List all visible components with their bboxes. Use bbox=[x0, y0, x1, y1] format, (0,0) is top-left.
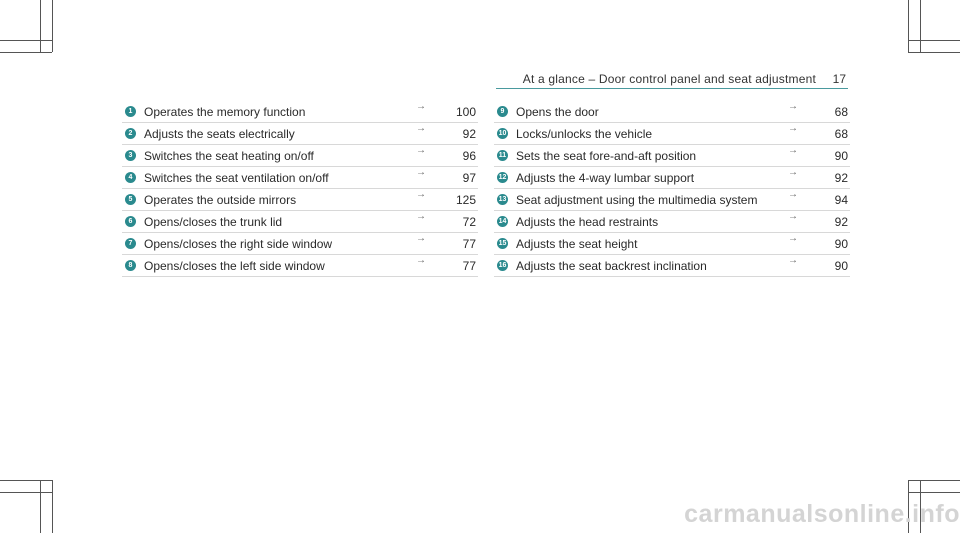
item-number-badge: 4 bbox=[125, 172, 136, 183]
crop-mark bbox=[52, 480, 53, 533]
crop-mark bbox=[0, 52, 52, 53]
item-number-badge: 10 bbox=[498, 130, 507, 137]
arrow-right-icon: → bbox=[788, 123, 798, 134]
item-number-badge: 8 bbox=[125, 260, 136, 271]
page-reference[interactable]: 68 bbox=[834, 105, 848, 119]
arrow-right-icon: → bbox=[416, 211, 426, 222]
item-label: Switches the seat heating on/off bbox=[144, 149, 314, 163]
page-reference[interactable]: 90 bbox=[834, 259, 848, 273]
legend-row bbox=[494, 145, 850, 167]
legend-list-right bbox=[494, 101, 850, 277]
item-label: Adjusts the seats electrically bbox=[144, 127, 295, 141]
page-reference[interactable]: 94 bbox=[834, 193, 848, 207]
item-number-badge: 14 bbox=[498, 218, 507, 225]
legend-row bbox=[122, 255, 478, 277]
page-reference[interactable]: 100 bbox=[455, 105, 476, 119]
arrow-right-icon: → bbox=[788, 255, 798, 266]
arrow-right-icon: → bbox=[788, 189, 798, 200]
page-reference[interactable]: 92 bbox=[834, 215, 848, 229]
item-number-badge: 11 bbox=[498, 152, 507, 159]
page-title: At a glance – Door control panel and seat adjustment bbox=[522, 72, 816, 86]
legend-row bbox=[494, 255, 850, 277]
legend-row bbox=[122, 211, 478, 233]
item-label: Seat adjustment using the multimedia system bbox=[516, 193, 758, 207]
item-label: Opens/closes the right side window bbox=[144, 237, 333, 251]
page-reference[interactable]: 77 bbox=[462, 259, 476, 273]
crop-mark bbox=[0, 480, 52, 481]
item-label: Locks/unlocks the vehicle bbox=[516, 127, 653, 141]
crop-mark bbox=[52, 0, 53, 52]
crop-mark bbox=[0, 40, 52, 41]
page-reference[interactable]: 97 bbox=[462, 171, 476, 185]
legend-row bbox=[122, 167, 478, 189]
crop-mark bbox=[40, 480, 41, 533]
legend-row bbox=[494, 233, 850, 255]
item-label: Adjusts the seat height bbox=[516, 237, 638, 251]
page-reference[interactable]: 68 bbox=[834, 127, 848, 141]
arrow-right-icon: → bbox=[788, 233, 798, 244]
crop-mark bbox=[920, 0, 921, 52]
legend-row bbox=[122, 189, 478, 211]
page-reference[interactable]: 77 bbox=[462, 237, 476, 251]
crop-mark bbox=[40, 0, 41, 52]
legend-row bbox=[494, 167, 850, 189]
item-number-badge: 7 bbox=[125, 238, 136, 249]
page-reference[interactable]: 125 bbox=[455, 193, 476, 207]
legend-list-left bbox=[122, 101, 478, 277]
watermark: carmanualsonline.info bbox=[684, 500, 960, 528]
legend-row bbox=[122, 145, 478, 167]
item-number-badge: 1 bbox=[125, 106, 136, 117]
item-label: Adjusts the head restraints bbox=[516, 215, 659, 229]
arrow-right-icon: → bbox=[416, 233, 426, 244]
arrow-right-icon: → bbox=[416, 167, 426, 178]
crop-mark bbox=[908, 492, 960, 493]
page-reference[interactable]: 96 bbox=[462, 149, 476, 163]
crop-mark bbox=[908, 480, 960, 481]
item-label: Opens/closes the left side window bbox=[144, 259, 325, 273]
item-label: Sets the seat fore-and-aft position bbox=[516, 149, 697, 163]
arrow-right-icon: → bbox=[416, 123, 426, 134]
page-reference[interactable]: 72 bbox=[462, 215, 476, 229]
arrow-right-icon: → bbox=[788, 101, 798, 112]
page-number: 17 bbox=[832, 72, 846, 86]
item-number-badge: 6 bbox=[125, 216, 136, 227]
item-label: Adjusts the 4-way lumbar support bbox=[516, 171, 695, 185]
item-label: Adjusts the seat backrest inclination bbox=[516, 259, 707, 273]
item-number-badge: 5 bbox=[125, 194, 136, 205]
crop-mark bbox=[908, 0, 909, 52]
legend-row bbox=[494, 123, 850, 145]
legend-row bbox=[494, 101, 850, 123]
page-header bbox=[496, 72, 846, 88]
item-number-badge: 16 bbox=[498, 262, 507, 269]
page-reference[interactable]: 90 bbox=[834, 149, 848, 163]
header-rule bbox=[496, 88, 848, 89]
item-label: Operates the memory function bbox=[144, 105, 306, 119]
crop-mark bbox=[908, 52, 960, 53]
arrow-right-icon: → bbox=[416, 101, 426, 112]
item-label: Opens the door bbox=[516, 105, 599, 119]
legend-row bbox=[122, 101, 478, 123]
crop-mark bbox=[0, 492, 52, 493]
item-label: Operates the outside mirrors bbox=[144, 193, 297, 207]
legend-row bbox=[122, 123, 478, 145]
arrow-right-icon: → bbox=[416, 255, 426, 266]
arrow-right-icon: → bbox=[788, 211, 798, 222]
legend-row bbox=[122, 233, 478, 255]
arrow-right-icon: → bbox=[788, 145, 798, 156]
arrow-right-icon: → bbox=[788, 167, 798, 178]
page-reference[interactable]: 92 bbox=[834, 171, 848, 185]
page-reference[interactable]: 92 bbox=[462, 127, 476, 141]
crop-mark bbox=[908, 40, 960, 41]
item-number-badge: 9 bbox=[497, 106, 508, 117]
item-number-badge: 2 bbox=[125, 128, 136, 139]
item-number-badge: 12 bbox=[498, 174, 507, 181]
item-label: Switches the seat ventilation on/off bbox=[144, 171, 329, 185]
item-number-badge: 15 bbox=[498, 240, 507, 247]
item-label: Opens/closes the trunk lid bbox=[144, 215, 283, 229]
legend-row bbox=[494, 211, 850, 233]
item-number-badge: 13 bbox=[498, 196, 507, 203]
page-reference[interactable]: 90 bbox=[834, 237, 848, 251]
item-number-badge: 3 bbox=[125, 150, 136, 161]
legend-row bbox=[494, 189, 850, 211]
arrow-right-icon: → bbox=[416, 189, 426, 200]
arrow-right-icon: → bbox=[416, 145, 426, 156]
